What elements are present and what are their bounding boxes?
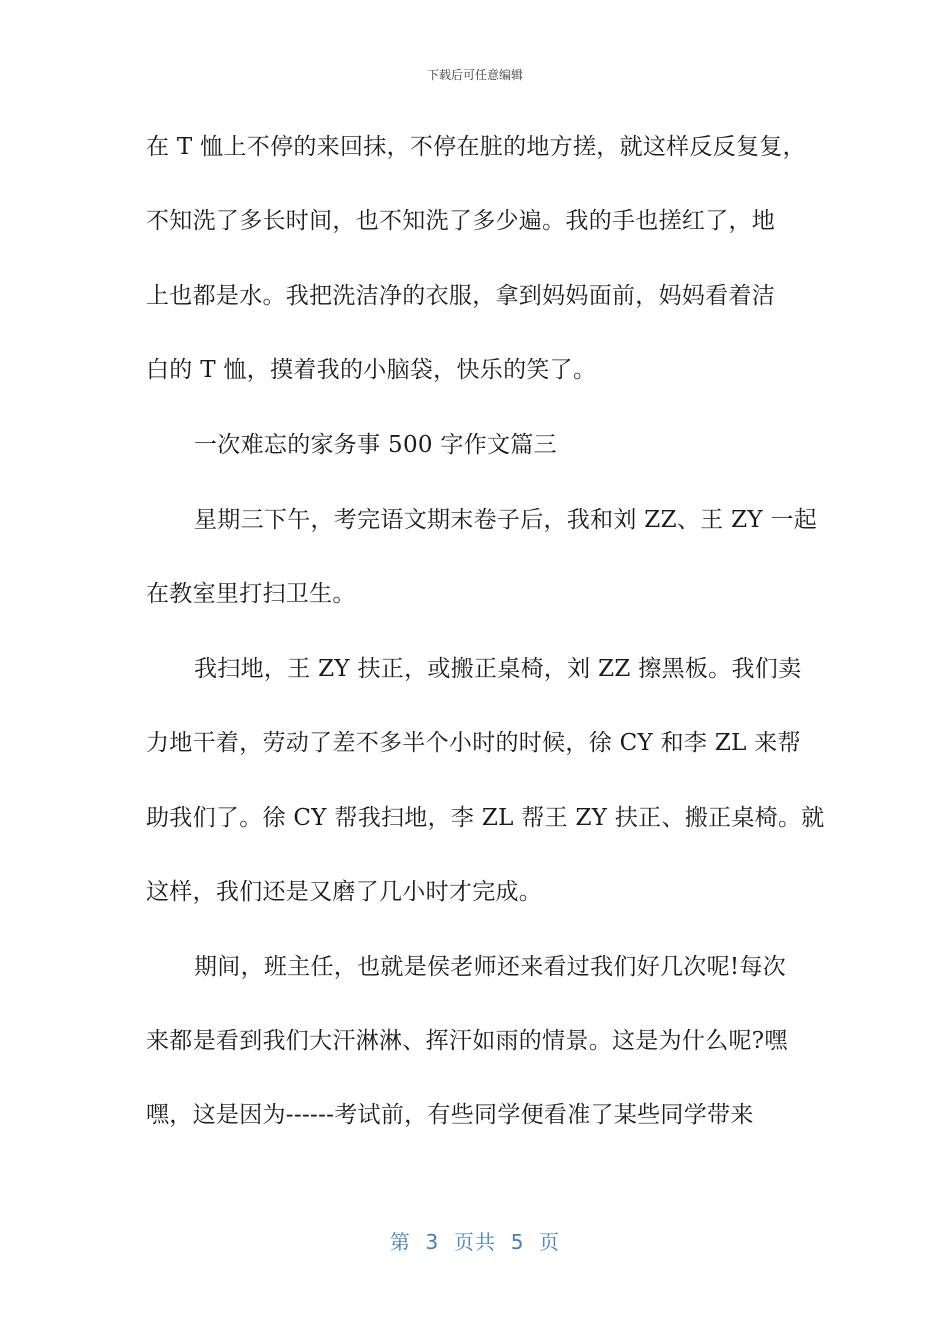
text-line: 来都是看到我们大汗淋淋、挥汗如雨的情景。这是为什么呢?嘿 [146, 1028, 788, 1054]
text-line: 力地干着，劳动了差不多半个小时的时候，徐 CY 和李 ZL 来帮 [146, 730, 801, 756]
text-line: 星期三下午，考完语文期末卷子后，我和刘 ZZ、王 ZY 一起 [194, 507, 818, 533]
text-line: 白的 T 恤，摸着我的小脑袋，快乐的笑了。 [146, 357, 597, 383]
text-line: 助我们了。徐 CY 帮我扫地，李 ZL 帮王 ZY 扶正、搬正桌椅。就 [146, 805, 825, 831]
text-line: 嘿，这是因为------考试前，有些同学便看准了某些同学带来 [146, 1102, 754, 1128]
text-line: 期间，班主任，也就是侯老师还来看过我们好几次呢!每次 [194, 954, 787, 980]
text-line: 这样，我们还是又磨了几小时才完成。 [146, 879, 543, 905]
text-line: 我扫地，王 ZY 扶正，或搬正桌椅，刘 ZZ 擦黑板。我们卖 [194, 656, 802, 682]
page-footer: 第 3 页共 5 页 [389, 1230, 561, 1254]
text-line: 在 T 恤上不停的来回抹，不停在脏的地方搓，就这样反反复复， [146, 134, 806, 160]
page-header: 下载后可任意编辑 [426, 68, 523, 82]
text-line: 不知洗了多长时间，也不知洗了多少遍。我的手也搓红了，地 [146, 208, 776, 234]
text-line: 上也都是水。我把洗洁净的衣服，拿到妈妈面前，妈妈看着洁 [146, 283, 776, 309]
text-line: 在教室里打扫卫生。 [146, 581, 356, 607]
section-heading: 一次难忘的家务事 500 字作文篇三 [194, 432, 557, 458]
